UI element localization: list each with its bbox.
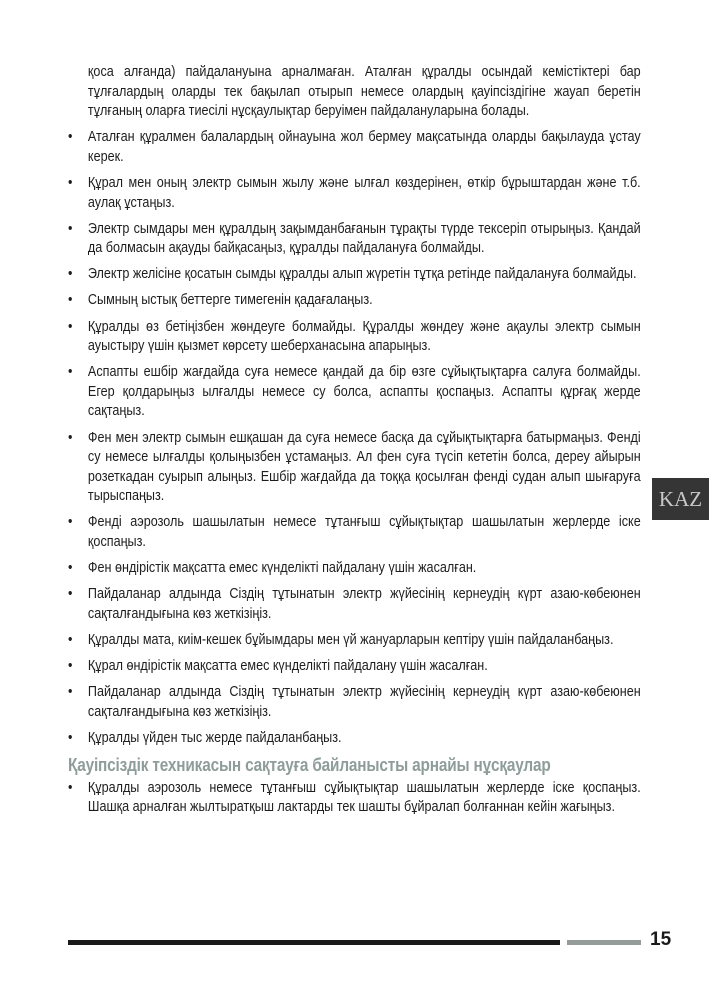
- list-item-text: Аталған құралмен балалардың ойнауына жол бермеу мақсатында оларды бақылауда ұстау керек.: [87, 128, 641, 165]
- list-item-text: Құрал өндірістік мақсатта емес күнделікті пайдалану үшін жасалған.: [87, 656, 488, 674]
- list-item-text: Құралды өз бетіңізбен жөндеуге болмайды. Құралды жөндеу және ақаулы электр сымын ауыстыру үшін қызмет көрсету шеберханасына апарыңыз.: [87, 317, 641, 355]
- bullet-icon: •: [68, 428, 73, 446]
- list-item: [68, 428, 641, 506]
- list-item: [68, 512, 641, 551]
- list-item-text: Аспапты ешбір жағдайда суға немесе қандай да бір өзге сұйықтықтарға салуға болмайды. Егер қолдарыңыз ылғалды немесе су болса, аспапты қоспаңыз. Аспапты құрғақ жерде сақтаңыз.: [87, 363, 641, 420]
- list-item-text: Фенді аэрозоль шашылатын немесе тұтанғыш сұйықтықтар шашылатын жерлерде іске қоспаңыз.: [87, 513, 641, 550]
- list-item-text: Сымның ыстық беттерге тимегенін қадағалаңыз.: [87, 291, 373, 309]
- page-content: [68, 62, 641, 817]
- special-instructions-list: [68, 778, 641, 817]
- list-item-text: Құрал мен оның электр сымын жылу және ылғал көздерінен, өткір бұрыштардан және т.б. аулақ ұстаңыз.: [87, 173, 641, 211]
- list-item: [68, 173, 641, 212]
- list-item: [68, 317, 641, 356]
- bullet-icon: •: [68, 173, 73, 191]
- footer-bar-dark: [68, 940, 560, 945]
- bullet-icon: •: [68, 559, 73, 577]
- list-item: [68, 656, 641, 676]
- list-item-text: Электр желісіне қосатын сымды құралды алып жүретін тұтқа ретінде пайдалануға болмайды.: [87, 265, 637, 283]
- bullet-icon: •: [68, 317, 73, 335]
- list-item-text: Электр сымдары мен құралдың зақымданбағанын тұрақты түрде тексеріп отырыңыз. Қандай да болмасын ақауды байқасаңыз, құралды пайдалануға болмайды.: [87, 219, 641, 257]
- list-item-text: Пайдаланар алдында Сіздің тұтынатын электр жүйесінің кернеудің күрт азаю-көбеюнен сақталғандығына көз жеткізіңіз.: [87, 585, 641, 622]
- list-item: [68, 682, 641, 721]
- list-item-text: Құралды аэрозоль немесе тұтанғыш сұйықтықтар шашылатын жерлерде іске қоспаңыз. Шашқа арналған жылтыратқыш лактарды тек шашты бұйралап болғаннан кейін жағыңыз.: [87, 778, 641, 816]
- bullet-icon: •: [68, 219, 73, 237]
- list-item-text: Құралды үйден тыс жерде пайдаланбаңыз.: [87, 728, 342, 746]
- list-item: [68, 127, 641, 166]
- list-item: [68, 558, 641, 578]
- safety-list: [68, 127, 641, 747]
- list-item-text: Фен өндірістік мақсатта емес күнделікті пайдалану үшін жасалған.: [87, 559, 477, 577]
- bullet-icon: •: [68, 291, 73, 309]
- list-item-text: Пайдаланар алдында Сіздің тұтынатын электр жүйесінің кернеудің күрт азаю-көбеюнен сақталғандығына көз жеткізіңіз.: [87, 683, 641, 720]
- list-item-text: Құралды мата, киім-кешек бұйымдары мен үй жануарларын кептіру үшін пайдаланбаңыз.: [87, 630, 614, 648]
- list-item: [68, 264, 641, 284]
- language-tab: KAZ: [652, 478, 709, 520]
- section-heading: Қауіпсіздік техникасын сақтауға байланысты арнайы нұсқаулар: [68, 754, 551, 776]
- list-item: [68, 362, 641, 421]
- bullet-icon: •: [68, 656, 73, 674]
- bullet-icon: •: [68, 630, 73, 648]
- list-item: [68, 728, 641, 748]
- bullet-icon: •: [68, 513, 73, 531]
- bullet-icon: •: [68, 728, 73, 746]
- bullet-icon: •: [68, 585, 73, 603]
- bullet-icon: •: [68, 265, 73, 283]
- intro-paragraph: қоса алғанда) пайдалануына арналмаған. Аталған құралды осындай кемістіктері бар тұлғалардың оларды тек бақылап отырып немесе олардың қауіпсіздігіне жауап беретін тұлғаның оларға тиесілі нұсқаулықтар беруімен пайдалануларына болады.: [87, 63, 641, 120]
- footer-bar-gray: [567, 940, 641, 945]
- list-item: [68, 290, 641, 310]
- list-item: [68, 219, 641, 258]
- bullet-icon: •: [68, 778, 73, 796]
- bullet-icon: •: [68, 128, 73, 146]
- list-item-text: Фен мен электр сымын ешқашан да суға немесе басқа да сұйықтықтарға батырмаңыз. Фенді су немесе ылғалды қолыңызбен ұстамаңыз. Ал фен суға түсіп кететін болса, дереу айырын розеткадан суырып алыңыз. Ешбір жағдайда да тоққа қосылған фенді судан алып шығаруға тырыспаңыз.: [87, 428, 641, 505]
- list-item: [68, 778, 641, 817]
- list-item: [68, 630, 641, 650]
- bullet-icon: •: [68, 363, 73, 381]
- page-number: 15: [650, 929, 672, 950]
- list-item: [68, 584, 641, 623]
- bullet-icon: •: [68, 683, 73, 701]
